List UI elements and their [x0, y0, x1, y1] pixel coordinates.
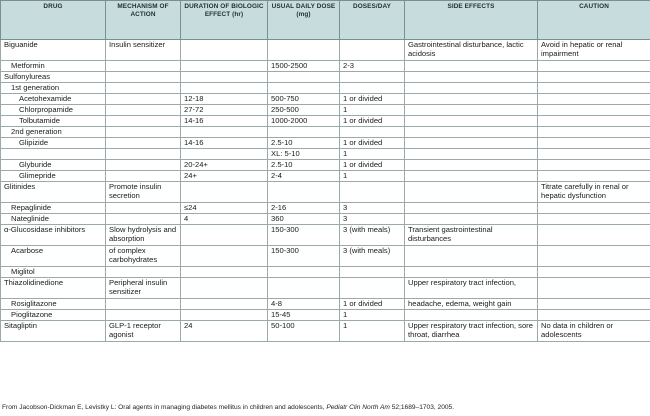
cell-side-effects: [405, 61, 538, 72]
cell-drug: Glipizide: [1, 138, 106, 149]
cell-caution: [538, 149, 650, 160]
cell-mechanism: [106, 171, 181, 182]
cell-duration: 20-24+: [181, 160, 268, 171]
cell-doses-per-day: 3: [340, 203, 405, 214]
cell-drug: Thiazolidinedione: [1, 278, 106, 299]
table-row: [1, 138, 650, 149]
cell-duration: [181, 127, 268, 138]
cell-doses-per-day: 1 or divided: [340, 299, 405, 310]
cell-doses-per-day: 1: [340, 310, 405, 321]
cell-doses-per-day: 1 or divided: [340, 138, 405, 149]
cell-doses-per-day: [340, 267, 405, 278]
cell-duration: [181, 72, 268, 83]
cell-caution: [538, 278, 650, 299]
table-row: [1, 149, 650, 160]
cell-duration: [181, 246, 268, 267]
table-row: [1, 321, 650, 342]
cell-mechanism: Promote insulin secretion: [106, 182, 181, 203]
cell-duration: [181, 278, 268, 299]
table-row: [1, 160, 650, 171]
header-caution: CAUTION: [538, 1, 650, 40]
cell-caution: Titrate carefully in renal or hepatic dysfunction: [538, 182, 650, 203]
cell-doses-per-day: [340, 278, 405, 299]
cell-mechanism: [106, 299, 181, 310]
cell-side-effects: [405, 267, 538, 278]
cell-duration: 14-16: [181, 138, 268, 149]
cell-mechanism: [106, 310, 181, 321]
table-row: [1, 182, 650, 203]
cell-caution: Avoid in hepatic or renal impairment: [538, 40, 650, 61]
cell-duration: [181, 267, 268, 278]
cell-duration: 4: [181, 214, 268, 225]
cell-drug: Acarbose: [1, 246, 106, 267]
cell-dose: 1500-2500: [268, 61, 340, 72]
cell-doses-per-day: 2-3: [340, 61, 405, 72]
cell-caution: [538, 61, 650, 72]
table-row: [1, 225, 650, 246]
table-row: [1, 278, 650, 299]
cell-side-effects: [405, 116, 538, 127]
cell-doses-per-day: 1: [340, 149, 405, 160]
cell-drug: Chlorpropamide: [1, 105, 106, 116]
cell-doses-per-day: [340, 182, 405, 203]
cell-caution: [538, 138, 650, 149]
cell-side-effects: [405, 246, 538, 267]
cell-drug: Rosiglitazone: [1, 299, 106, 310]
cell-caution: [538, 225, 650, 246]
cell-mechanism: Peripheral insulin sensitizer: [106, 278, 181, 299]
cell-drug: 2nd generation: [1, 127, 106, 138]
cell-dose: [268, 127, 340, 138]
cell-caution: [538, 72, 650, 83]
cell-doses-per-day: [340, 83, 405, 94]
header-row: [1, 1, 650, 40]
cell-caution: [538, 160, 650, 171]
cell-drug: Acetohexamide: [1, 94, 106, 105]
table-row: [1, 83, 650, 94]
cell-dose: 500-750: [268, 94, 340, 105]
cell-dose: 2-4: [268, 171, 340, 182]
cell-side-effects: [405, 160, 538, 171]
cell-side-effects: Transient gastrointestinal disturbances: [405, 225, 538, 246]
cell-mechanism: [106, 267, 181, 278]
cell-caution: [538, 83, 650, 94]
cell-drug: Sitagliptin: [1, 321, 106, 342]
cell-doses-per-day: 1: [340, 321, 405, 342]
cell-mechanism: [106, 138, 181, 149]
cell-dose: [268, 72, 340, 83]
cell-dose: 1000-2000: [268, 116, 340, 127]
cell-duration: 24+: [181, 171, 268, 182]
cell-doses-per-day: 1: [340, 171, 405, 182]
cell-drug: α-Glucosidase inhibitors: [1, 225, 106, 246]
cell-side-effects: [405, 83, 538, 94]
cell-dose: 150-300: [268, 246, 340, 267]
cell-doses-per-day: [340, 40, 405, 61]
cell-drug: Tolbutamide: [1, 116, 106, 127]
cell-duration: [181, 83, 268, 94]
cell-side-effects: Gastrointestinal disturbance, lactic acidosis: [405, 40, 538, 61]
cell-duration: [181, 225, 268, 246]
cell-doses-per-day: 3: [340, 214, 405, 225]
table-row: [1, 246, 650, 267]
header-drug: DRUG: [1, 1, 106, 40]
cell-caution: [538, 310, 650, 321]
cell-mechanism: of complex carbohydrates: [106, 246, 181, 267]
table-body: [1, 40, 650, 342]
cell-dose: 150-300: [268, 225, 340, 246]
cell-mechanism: GLP-1 receptor agonist: [106, 321, 181, 342]
cell-drug: 1st generation: [1, 83, 106, 94]
cell-doses-per-day: [340, 127, 405, 138]
cell-duration: [181, 149, 268, 160]
cell-dose: 360: [268, 214, 340, 225]
cell-caution: [538, 267, 650, 278]
cell-dose: [268, 182, 340, 203]
source-footnote: [2, 404, 648, 411]
cell-side-effects: [405, 127, 538, 138]
cell-duration: 12-18: [181, 94, 268, 105]
cell-dose: 2-16: [268, 203, 340, 214]
cell-caution: [538, 246, 650, 267]
table-row: [1, 116, 650, 127]
cell-caution: [538, 203, 650, 214]
cell-doses-per-day: 1 or divided: [340, 94, 405, 105]
cell-side-effects: [405, 138, 538, 149]
footnote-suffix: 52;1689–1703, 2005.: [389, 404, 455, 411]
table-row: [1, 40, 650, 61]
cell-caution: [538, 171, 650, 182]
cell-duration: [181, 182, 268, 203]
cell-caution: [538, 94, 650, 105]
cell-doses-per-day: 1 or divided: [340, 116, 405, 127]
cell-duration: 27-72: [181, 105, 268, 116]
footnote-prefix: From Jacobson-Dickman E, Levistky L: Oral agents in managing diabetes mellitus in children and adolescents,: [2, 404, 327, 411]
cell-mechanism: [106, 61, 181, 72]
cell-mechanism: [106, 214, 181, 225]
cell-side-effects: [405, 105, 538, 116]
table-row: [1, 299, 650, 310]
cell-drug: Nateglinide: [1, 214, 106, 225]
cell-mechanism: [106, 127, 181, 138]
header-doses-per-day: DOSES/DAY: [340, 1, 405, 40]
cell-mechanism: [106, 94, 181, 105]
footnote-journal: Pediatr Clin North Am: [326, 404, 390, 411]
cell-drug: Miglitol: [1, 267, 106, 278]
cell-mechanism: Slow hydrolysis and absorption: [106, 225, 181, 246]
cell-duration: [181, 40, 268, 61]
cell-drug: Repaglinide: [1, 203, 106, 214]
cell-side-effects: [405, 171, 538, 182]
cell-caution: [538, 105, 650, 116]
cell-dose: [268, 267, 340, 278]
cell-dose: [268, 40, 340, 61]
cell-mechanism: [106, 116, 181, 127]
table-row: [1, 94, 650, 105]
cell-doses-per-day: 1 or divided: [340, 160, 405, 171]
table-row: [1, 214, 650, 225]
cell-caution: [538, 116, 650, 127]
cell-side-effects: Upper respiratory tract infection,: [405, 278, 538, 299]
header-side-effects: SIDE EFFECTS: [405, 1, 538, 40]
cell-duration: [181, 310, 268, 321]
cell-mechanism: Insulin sensitizer: [106, 40, 181, 61]
header-mechanism: MECHANISM OF ACTION: [106, 1, 181, 40]
cell-doses-per-day: 1: [340, 105, 405, 116]
cell-dose: 2.5-10: [268, 160, 340, 171]
cell-duration: 14-16: [181, 116, 268, 127]
cell-side-effects: [405, 214, 538, 225]
table-row: [1, 105, 650, 116]
table-row: [1, 127, 650, 138]
table-row: [1, 310, 650, 321]
cell-caution: [538, 127, 650, 138]
cell-dose: 2.5-10: [268, 138, 340, 149]
cell-mechanism: [106, 160, 181, 171]
cell-side-effects: [405, 203, 538, 214]
cell-side-effects: headache, edema, weight gain: [405, 299, 538, 310]
cell-drug: Glyburide: [1, 160, 106, 171]
cell-mechanism: [106, 72, 181, 83]
cell-duration: 24: [181, 321, 268, 342]
table-row: [1, 203, 650, 214]
cell-dose: [268, 83, 340, 94]
cell-duration: [181, 299, 268, 310]
cell-dose: 50-100: [268, 321, 340, 342]
cell-drug: Glitinides: [1, 182, 106, 203]
cell-side-effects: [405, 310, 538, 321]
cell-side-effects: Upper respiratory tract infection, sore throat, diarrhea: [405, 321, 538, 342]
cell-dose: 4-8: [268, 299, 340, 310]
cell-doses-per-day: [340, 72, 405, 83]
cell-duration: ≤24: [181, 203, 268, 214]
table-row: [1, 267, 650, 278]
table-row: [1, 171, 650, 182]
cell-side-effects: [405, 94, 538, 105]
cell-mechanism: [106, 105, 181, 116]
cell-dose: 250-500: [268, 105, 340, 116]
table-row: [1, 61, 650, 72]
cell-drug: Glimepride: [1, 171, 106, 182]
cell-drug: [1, 149, 106, 160]
cell-caution: [538, 299, 650, 310]
cell-duration: [181, 61, 268, 72]
cell-side-effects: [405, 72, 538, 83]
cell-drug: Biguanide: [1, 40, 106, 61]
cell-caution: [538, 214, 650, 225]
cell-side-effects: [405, 149, 538, 160]
cell-dose: XL: 5-10: [268, 149, 340, 160]
cell-mechanism: [106, 203, 181, 214]
cell-caution: No data in children or adolescents: [538, 321, 650, 342]
cell-drug: Sulfonylureas: [1, 72, 106, 83]
header-duration: DURATION OF BIOLOGIC EFFECT (hr): [181, 1, 268, 40]
cell-dose: [268, 278, 340, 299]
cell-mechanism: [106, 83, 181, 94]
cell-doses-per-day: 3 (with meals): [340, 246, 405, 267]
cell-mechanism: [106, 149, 181, 160]
header-dose: USUAL DAILY DOSE (mg): [268, 1, 340, 40]
table-row: [1, 72, 650, 83]
cell-side-effects: [405, 182, 538, 203]
cell-doses-per-day: 3 (with meals): [340, 225, 405, 246]
cell-drug: Metformin: [1, 61, 106, 72]
cell-drug: Pioglitazone: [1, 310, 106, 321]
cell-dose: 15-45: [268, 310, 340, 321]
